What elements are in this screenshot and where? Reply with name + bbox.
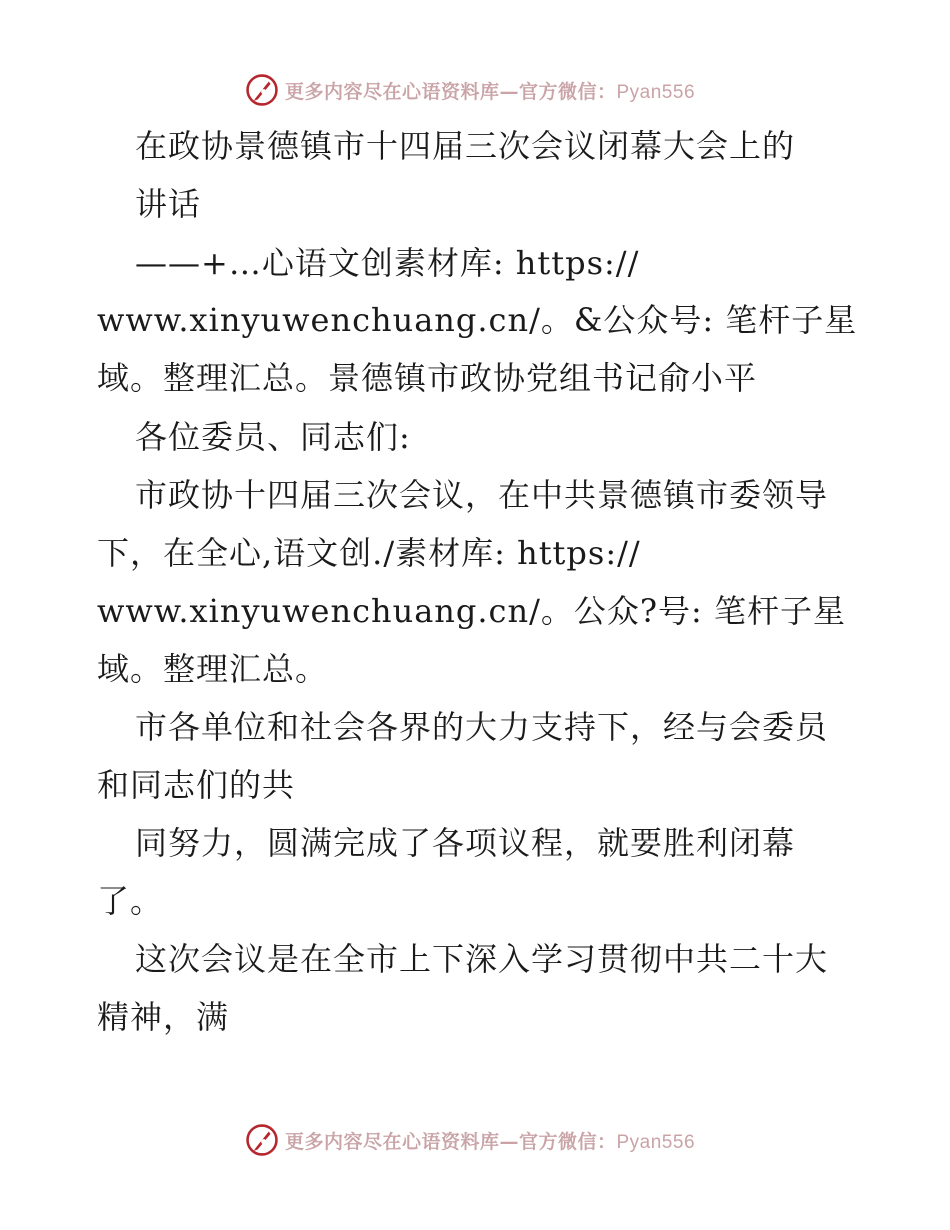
salutation-line: 各位委员、同志们: — [135, 418, 411, 456]
paragraph-line: 这次会议是在全市上下深入学习贯彻中共二十大 — [135, 940, 829, 978]
quill-logo-icon — [245, 1123, 279, 1157]
header-banner-inner — [245, 73, 695, 107]
quill-logo-icon — [245, 73, 279, 107]
paragraph-line: 同努力，圆满完成了各项议程，就要胜利闭幕 — [135, 824, 796, 862]
title-line-1: 在政协景德镇市十四届三次会议闭幕大会上的 — [135, 127, 796, 165]
header-wechat-id: Pyan556 — [616, 81, 696, 103]
footer-wechat-label: 官方微信： — [518, 1130, 617, 1153]
paragraph-line: 市各单位和社会各界的大力支持下，经与会委员 — [135, 708, 829, 746]
footer-wechat-id: Pyan556 — [616, 1131, 696, 1153]
header-wechat-label: 官方微信： — [518, 80, 617, 103]
header-banner — [0, 70, 950, 110]
paragraph-line: 和同志们的共 — [97, 766, 296, 804]
paragraph-line: 域。整理汇总。 — [97, 650, 329, 688]
footer-dash: — — [499, 1130, 519, 1153]
footer-banner-text — [285, 1127, 695, 1154]
paragraph-line: 了。 — [97, 882, 164, 920]
header-brand-text: 更多内容尽在心语资料库 — [284, 80, 500, 103]
paragraph-line: 市政协十四届三次会议，在中共景德镇市委领导 — [135, 476, 829, 514]
header-banner-text — [285, 77, 695, 104]
footer-banner — [0, 1120, 950, 1160]
subtitle-line-1: ——+…心语文创素材库: https:// — [135, 244, 640, 282]
paragraph-line: www.xinyuwenchuang.cn/。公众?号: 笔杆子星 — [97, 592, 846, 630]
header-dash: — — [499, 80, 519, 103]
subtitle-line-3: 域。整理汇总。景德镇市政协党组书记俞小平 — [97, 359, 758, 397]
title-line-2: 讲话 — [135, 185, 202, 223]
footer-brand-text: 更多内容尽在心语资料库 — [284, 1130, 500, 1153]
paragraph-line: 下，在全心,语文创./素材库: https:// — [97, 534, 641, 572]
subtitle-line-2: www.xinyuwenchuang.cn/。&公众号: 笔杆子星 — [97, 301, 858, 339]
footer-banner-inner — [245, 1123, 695, 1157]
paragraph-line: 精神，满 — [97, 998, 230, 1036]
